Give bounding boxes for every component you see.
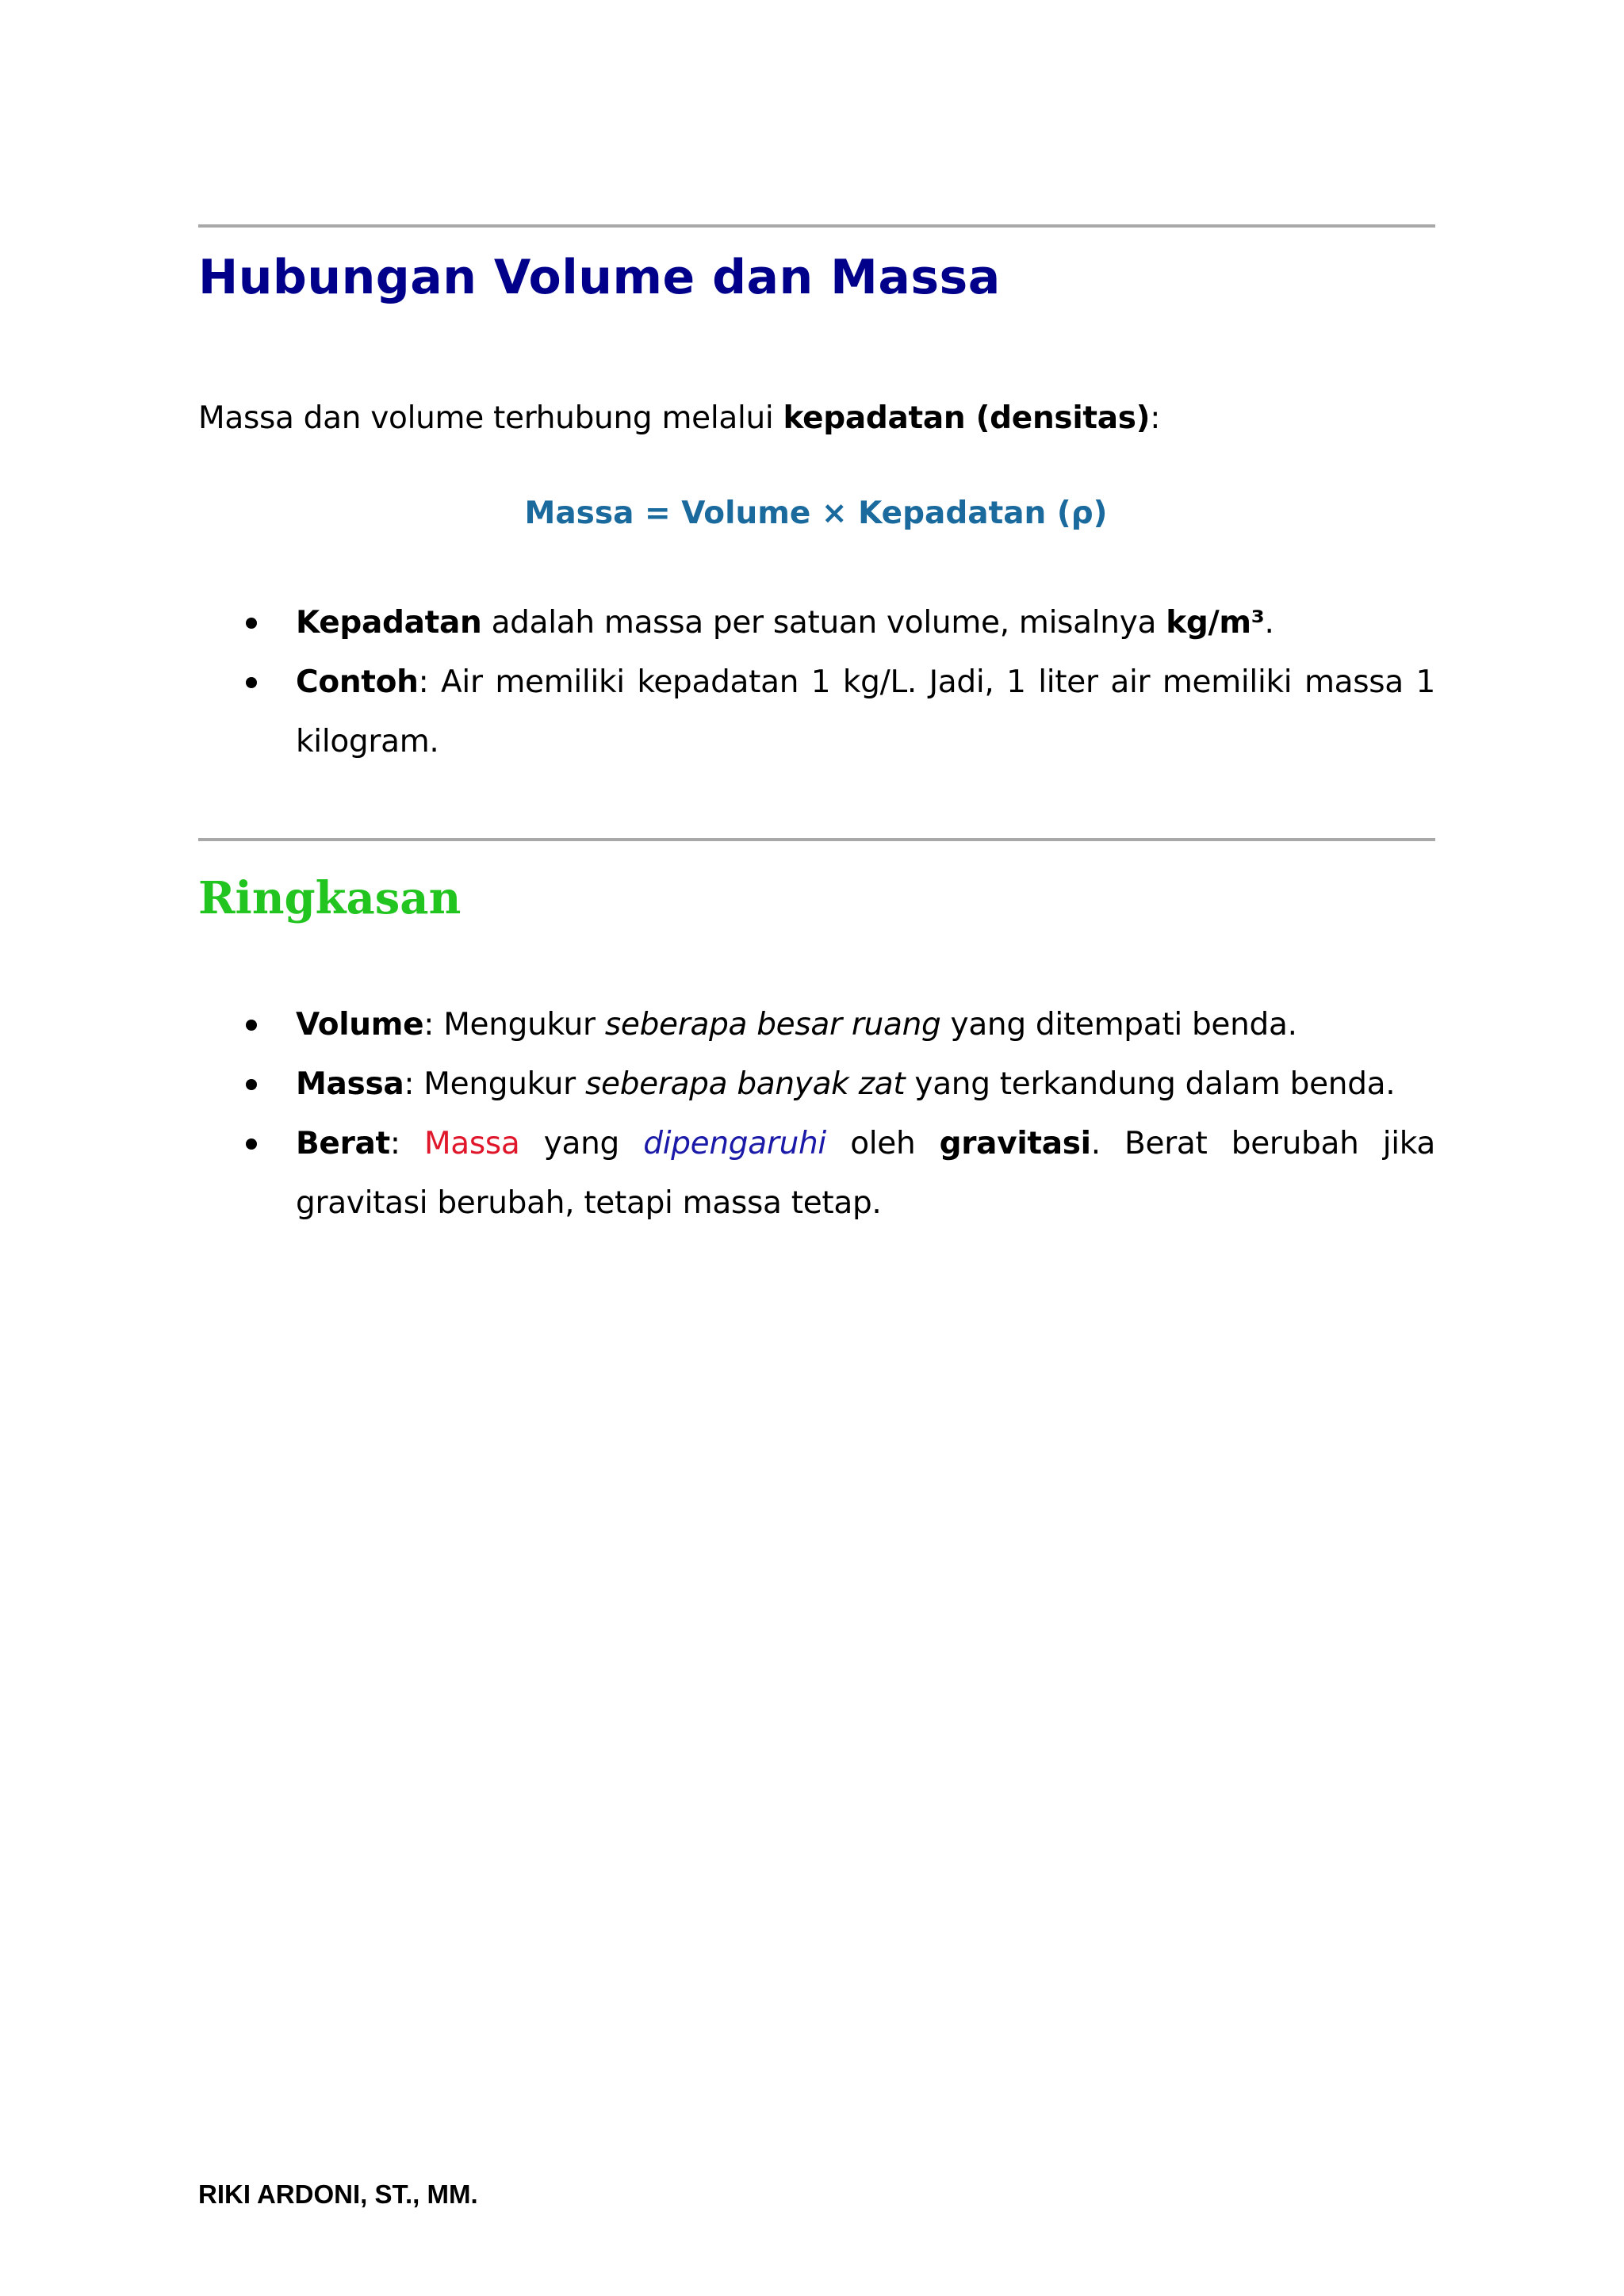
intro-bold-term: kepadatan (densitas)	[783, 400, 1151, 436]
summary-title: Ringkasan	[198, 872, 462, 924]
term: Berat	[296, 1126, 390, 1161]
section-title: Hubungan Volume dan Massa	[198, 250, 1001, 305]
item-end: .	[1264, 605, 1274, 641]
horizontal-divider	[198, 838, 1435, 841]
intro-colon: :	[1150, 400, 1161, 436]
item-text: yang	[519, 1126, 644, 1161]
bold-word: gravitasi	[939, 1126, 1091, 1161]
item-end: . Berat berubah jika gravitasi berubah, tetapi massa tetap.	[296, 1126, 1436, 1221]
definition-list	[198, 593, 1435, 771]
term: Contoh	[296, 664, 419, 700]
intro-text: Massa dan volume terhubung melalui	[198, 400, 783, 436]
bullet-icon	[246, 1079, 257, 1090]
red-word: Massa	[423, 1126, 520, 1161]
item-text: : Mengukur	[423, 1007, 605, 1043]
bullet-icon	[246, 677, 257, 688]
unit: kg/m³	[1166, 605, 1265, 641]
horizontal-divider	[198, 224, 1435, 228]
item-text: adalah massa per satuan volume, misalnya	[481, 605, 1166, 641]
formula: Massa = Volume × Kepadatan (ρ)	[524, 496, 1108, 531]
bullet-icon	[246, 618, 257, 629]
term: Kepadatan	[296, 605, 482, 641]
italic-phrase: seberapa banyak zat	[584, 1066, 906, 1102]
item-text: : Air memiliki kepadatan 1 kg/L. Jadi, 1 liter air memiliki massa 1 kilogram.	[296, 664, 1435, 760]
list-item	[198, 1054, 1435, 1114]
term: Volume	[296, 1007, 424, 1043]
bullet-icon	[246, 1138, 257, 1150]
list-item	[198, 1114, 1435, 1233]
list-item	[198, 995, 1435, 1054]
summary-list	[198, 995, 1435, 1233]
intro-paragraph	[198, 399, 1160, 438]
italic-phrase: seberapa besar ruang	[604, 1007, 941, 1043]
bullet-icon	[246, 1020, 257, 1031]
item-end: yang terkandung dalam benda.	[905, 1066, 1396, 1102]
item-text: : Mengukur	[404, 1066, 585, 1102]
list-item	[198, 593, 1435, 652]
term: Massa	[296, 1066, 404, 1102]
footer-author: RIKI ARDONI, ST., MM.	[198, 2179, 478, 2209]
item-colon: :	[389, 1126, 424, 1161]
item-end: yang ditempati benda.	[940, 1007, 1297, 1043]
italic-blue-word: dipengaruhi	[643, 1126, 826, 1161]
list-item	[198, 652, 1435, 771]
item-text-2: oleh	[825, 1126, 940, 1161]
